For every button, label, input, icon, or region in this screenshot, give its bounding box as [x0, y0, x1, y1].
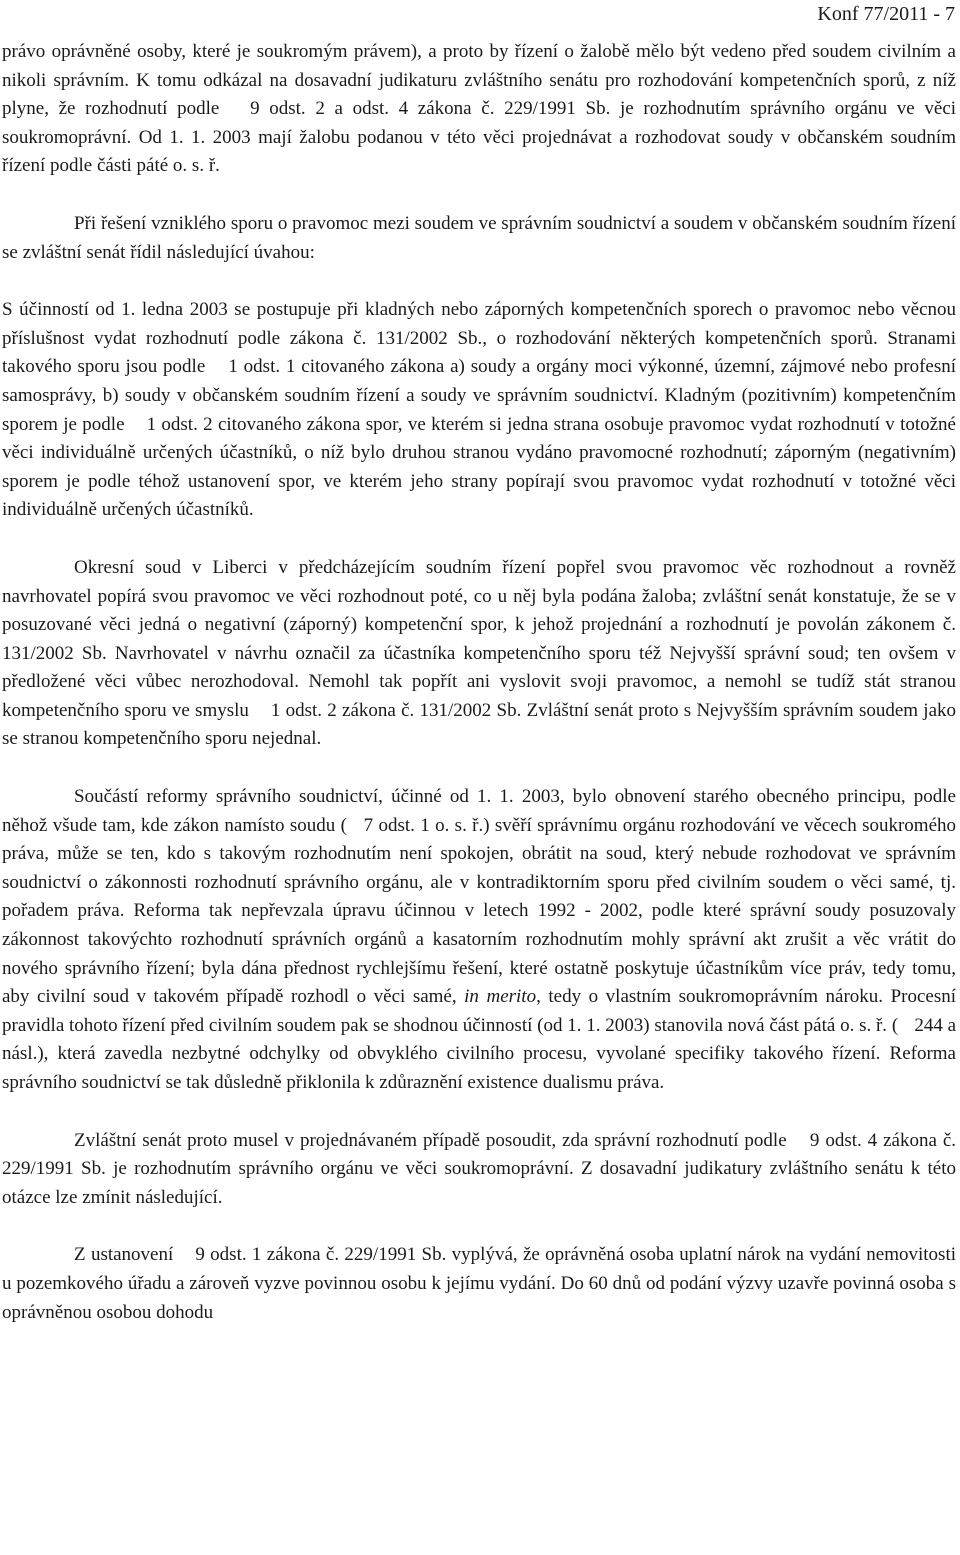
- paragraph-1: [2, 38, 956, 181]
- paragraph-5-text-b: 7 odst. 1 o. s. ř.) svěří správnímu orgánu rozhodování ve věcech soukromého práva, může se ten, kdo s takovým rozhodnutím není spokojen, obrátit na soud, který nebude rozhodovat ve správním soudnictví o zákonnosti rozhodnutí správního orgánu, ale v kontradiktorním sporu před civilním soudem o věci samé, tj. pořadem práva. Reforma tak nepřevzala úpravu účinnou v letech 1992 - 2002, podle které správní soudy posuzovaly zákonnost takovýchto rozhodnutí správních orgánů a kasatorním rozhodnutím mohly správní akt zrušit a věc vrátit do nového správního řízení; byla dána přednost rychlejšímu řešení, které ostatně poskytuje účastníkům více práv, tedy tomu, aby civilní soud v takovém případě rozhodl o věci samé,: [2, 814, 957, 1008]
- paragraph-3-text-c: 1 odst. 2 citovaného zákona spor, ve kterém si jedna strana osobuje pravomoc vydat rozhodnutí v totožné věci individuálně určených účastníků, o níž bylo druhou stranou vydáno pravomocné rozhodnutí; záporným (negativním) sporem je podle téhož ustanovení spor, ve kterém jeho strany popírají svou pravomoc vydat rozhodnutí v totožné věci individuálně určených účastníků.: [2, 413, 956, 521]
- paragraph-5-italic: in merito: [464, 986, 537, 1008]
- paragraph-2-text: Při řešení vzniklého sporu o pravomoc mezi soudem ve správním soudnictví a soudem v občanském soudním řízení se zvláštní senát řídil následující úvahou:: [2, 212, 956, 263]
- paragraph-4-text-b: 1 odst. 2 zákona č. 131/2002 Sb. Zvláštní senát proto s Nejvyšším správním soudem jako se stranou kompetenčního sporu nejednal.: [2, 699, 957, 750]
- paragraph-6: [2, 1127, 956, 1213]
- paragraph-7-text-a: Z ustanovení: [74, 1244, 174, 1266]
- paragraph-4: [2, 554, 956, 754]
- document-body: [2, 38, 956, 1356]
- paragraph-2: [2, 210, 956, 267]
- paragraph-3-text-b: 1 odst. 1 citovaného zákona a) soudy a orgány moci výkonné, územní, zájmové nebo profesní samosprávy, b) soudy v občanském soudním řízení a soudy ve správním soudnictví. Kladným (pozitivním) kompetenčním sporem je podle: [2, 356, 957, 435]
- paragraph-5-text-d: 244 a násl.), která zavedla nezbytné odchylky od obvyklého civilního procesu, vyvolané specifiky takového řízení. Reforma správního soudnictví se tak důsledně přiklonila k zdůraznění existence dualismu práva.: [2, 1014, 957, 1093]
- paragraph-5-text-a: Součástí reformy správního soudnictví, účinné od 1. 1. 2003, bylo obnovení starého obecného principu, podle něhož všude tam, kde zákon namísto soudu (: [2, 786, 956, 836]
- paragraph-5: [2, 783, 956, 1098]
- paragraph-4-text-a: Okresní soud v Liberci v předcházejícím soudním řízení popřel svou pravomoc věc rozhodnout a rovněž navrhovatel popírá svou pravomoc ve věci rozhodnout poté, co u něj byla podána žaloba; zvláštní senát konstatuje, že se v posuzované věci jedná o negativní (záporný) kompetenční spor, k jehož projednání a rozhodnutí je povolán zákonem č. 131/2002 Sb. Navrhovatel v návrhu označil za účastníka kompetenčního sporu též Nejvyšší správní soud; ten ovšem v předložené věci vůbec nerozhodoval. Nemohl tak popřít ani vyslovit svoji pravomoc, a nemohl se tudíž stát stranou kompetenčního sporu ve smyslu: [2, 556, 956, 721]
- paragraph-3-text-a: S účinností od 1. ledna 2003 se postupuje při kladných nebo záporných kompetenčních sporech o pravomoc nebo věcnou příslušnost vydat rozhodnutí podle zákona č. 131/2002 Sb., o rozhodování některých kompetenčních sporů. Stranami takového sporu jsou podle: [2, 299, 956, 378]
- paragraph-3: [2, 296, 956, 525]
- paragraph-7: [2, 1241, 956, 1327]
- paragraph-6-text-a: Zvláštní senát proto musel v projednávaném případě posoudit, zda správní rozhodnutí podle: [74, 1129, 787, 1151]
- paragraph-1-text-b: 9 odst. 2 a odst. 4 zákona č. 229/1991 Sb. je rozhodnutím správního orgánu ve věci soukromoprávní. Od 1. 1. 2003 mají žalobu podanou v této věci projednávat a rozhodovat soudy v občanském soudním řízení podle části páté o. s. ř.: [2, 98, 957, 177]
- paragraph-5-text-c: , tedy o vlastním soukromoprávním nároku. Procesní pravidla tohoto řízení před civilním soudem pak se shodnou účinností (od 1. 1. 2003) stanovila nová část pátá o. s. ř. (: [2, 986, 957, 1036]
- paragraph-7-text-b: 9 odst. 1 zákona č. 229/1991 Sb. vyplývá, že oprávněná osoba uplatní nárok na vydání nemovitosti u pozemkového úřadu a zároveň vyzve povinnou osobu k jejímu vydání. Do 60 dnů od podání výzvy uzavře povinná osoba s oprávněnou osobou dohodu: [2, 1244, 957, 1323]
- paragraph-1-text-a: právo oprávněné osoby, které je soukromým právem), a proto by řízení o žalobě mělo být vedeno před soudem civilním a nikoli správním. K tomu odkázal na dosavadní judikaturu zvláštního senátu pro rozhodování kompetenčních sporů, z níž plyne, že rozhodnutí podle: [2, 41, 956, 120]
- page-header: Konf 77/2011 - 7: [817, 3, 955, 25]
- paragraph-6-text-b: 9 odst. 4 zákona č. 229/1991 Sb. je rozhodnutím správního orgánu ve věci soukromoprávní. Z dosavadní judikatury zvláštního senátu k této otázce lze zmínit následující.: [2, 1129, 957, 1208]
